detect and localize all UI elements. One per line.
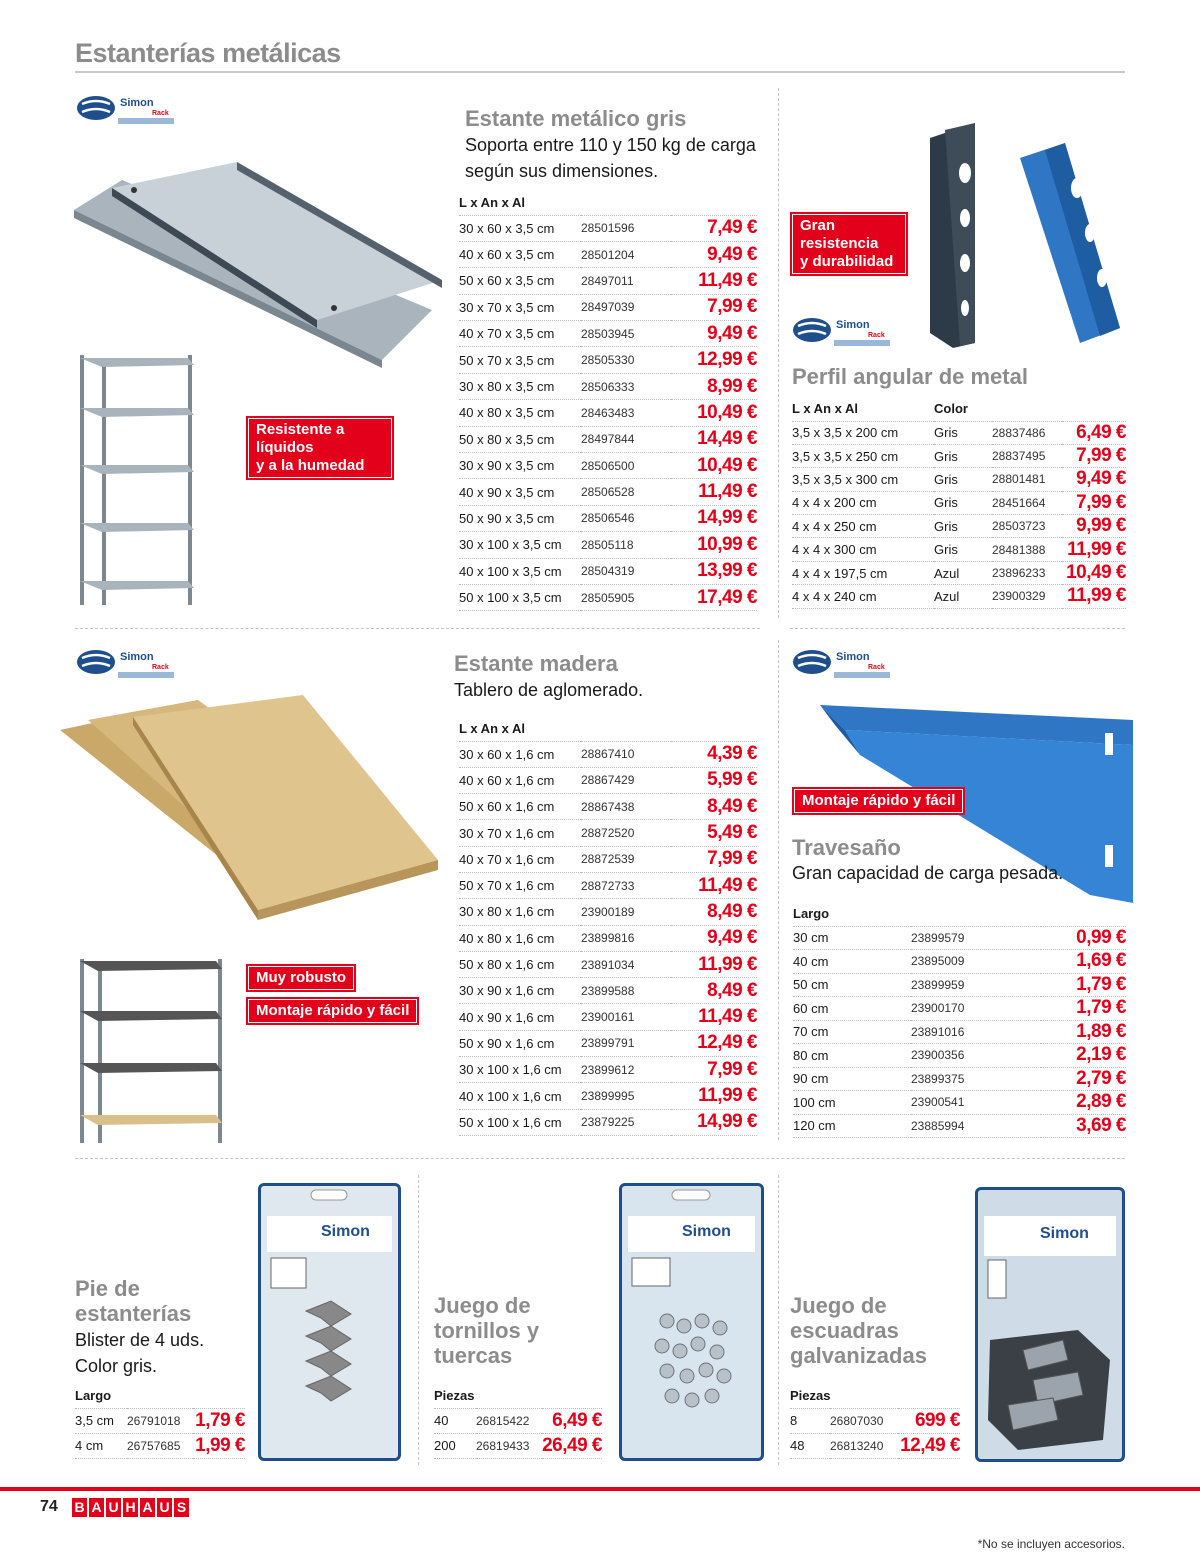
table-cell: 70 cm [793, 1020, 911, 1044]
table-cell: 30 cm [793, 926, 911, 950]
table-row [75, 1408, 245, 1433]
table-cell: 4 cm [75, 1433, 127, 1458]
page-number: 74 [40, 1498, 58, 1515]
feet-table [75, 1384, 245, 1459]
table-cell: 50 x 100 x 1,6 cm [459, 1109, 581, 1135]
price: 8,99 € [671, 373, 757, 399]
table-cell: Gris [934, 515, 992, 538]
price: 1,79 € [193, 1408, 245, 1433]
table-row [792, 538, 1126, 561]
article-code: 28503723 [992, 515, 1062, 538]
table-cell: 50 x 60 x 3,5 cm [459, 268, 581, 294]
screws-blister-image [619, 1183, 764, 1461]
title-rule [75, 71, 1125, 73]
table-row [75, 1433, 245, 1458]
table-row [459, 347, 757, 373]
simon-rack-logo [792, 648, 892, 680]
article-code: 23899791 [581, 1030, 671, 1056]
price: 1,89 € [1041, 1020, 1126, 1044]
svg-text:Rack: Rack [868, 664, 885, 671]
table-cell: 4 x 4 x 300 cm [792, 538, 934, 561]
table-cell: 40 x 60 x 1,6 cm [459, 767, 581, 793]
article-code: 23896233 [992, 561, 1062, 584]
brackets-table [790, 1384, 960, 1459]
price: 14,99 € [671, 1109, 757, 1135]
table-cell: 40 x 80 x 1,6 cm [459, 925, 581, 951]
column-header: L x An x Al [459, 195, 525, 211]
table-row [790, 1433, 960, 1458]
price: 8,49 € [671, 899, 757, 925]
table-cell: 4 x 4 x 240 cm [792, 585, 934, 608]
table-row [459, 426, 757, 452]
article-code: 28501596 [581, 215, 671, 241]
table-cell: Gris [934, 468, 992, 491]
table-row [459, 268, 757, 294]
table-row [459, 1030, 757, 1056]
price: 10,49 € [671, 453, 757, 479]
article-code: 23900189 [581, 899, 671, 925]
price: 5,99 € [671, 767, 757, 793]
article-code: 23899995 [581, 1083, 671, 1109]
table-row [793, 973, 1126, 997]
table-cell: 80 cm [793, 1044, 911, 1068]
price: 4,39 € [671, 741, 757, 767]
table-row [459, 321, 757, 347]
price: 9,49 € [671, 925, 757, 951]
price: 1,69 € [1041, 950, 1126, 974]
table-cell: 120 cm [793, 1114, 911, 1138]
table-row [434, 1433, 602, 1458]
table-cell: 4 x 4 x 200 cm [792, 491, 934, 514]
price: 9,49 € [671, 321, 757, 347]
table-row [459, 978, 757, 1004]
table-cell: 50 x 60 x 1,6 cm [459, 794, 581, 820]
metal-shelf-subtitle: Soporta entre 110 y 150 kg de carga según sus dimensiones. [465, 135, 756, 181]
article-code: 28867410 [581, 741, 671, 767]
table-row [459, 794, 757, 820]
article-code: 28506500 [581, 453, 671, 479]
table-row [459, 1057, 757, 1083]
table-cell: 30 x 90 x 1,6 cm [459, 978, 581, 1004]
feet-title: Pie de estanterías [75, 1276, 192, 1326]
table-row [793, 1020, 1126, 1044]
table-row [793, 950, 1126, 974]
screws-table [434, 1384, 602, 1459]
table-cell: 40 x 90 x 1,6 cm [459, 1004, 581, 1030]
price: 13,99 € [671, 558, 757, 584]
table-row [459, 899, 757, 925]
table-cell: 30 x 70 x 3,5 cm [459, 294, 581, 320]
table-cell: 40 x 60 x 3,5 cm [459, 241, 581, 267]
wood-shelf-subtitle: Tablero de aglomerado. [454, 680, 644, 700]
price: 9,49 € [1062, 468, 1126, 491]
price: 12,49 € [898, 1433, 960, 1458]
table-row [459, 925, 757, 951]
article-code: 28505905 [581, 584, 671, 610]
article-code: 28872539 [581, 846, 671, 872]
table-cell: 90 cm [793, 1067, 911, 1091]
svg-text:Rack: Rack [152, 110, 169, 117]
article-code: 28872733 [581, 872, 671, 898]
divider [778, 88, 779, 618]
column-header: Largo [793, 906, 830, 922]
svg-text:Rack: Rack [152, 664, 169, 671]
screws-title: Juego de tornillos y tuercas [434, 1293, 540, 1368]
table-row [790, 1408, 960, 1433]
badge-quick-assembly: Montaje rápido y fácil [246, 997, 419, 1025]
table-cell: 50 x 100 x 3,5 cm [459, 584, 581, 610]
feet-blister-image [258, 1183, 401, 1461]
article-code: 23900170 [911, 997, 1041, 1021]
article-code: 28505118 [581, 532, 671, 558]
table-cell: 4 x 4 x 197,5 cm [792, 561, 934, 584]
table-row [793, 926, 1126, 950]
table-row [459, 1004, 757, 1030]
metal-rack-image [78, 353, 198, 613]
price: 17,49 € [671, 584, 757, 610]
table-cell: Gris [934, 491, 992, 514]
price: 11,99 € [671, 1083, 757, 1109]
svg-text:Simon: Simon [836, 319, 870, 331]
table-cell: Azul [934, 561, 992, 584]
badge-strength: Gran resistencia y durabilidad [790, 212, 908, 276]
price: 11,49 € [671, 1004, 757, 1030]
article-code: 26807030 [830, 1408, 898, 1433]
svg-text:Simon: Simon [836, 651, 870, 663]
article-code: 28497039 [581, 294, 671, 320]
table-row [792, 491, 1126, 514]
table-row [793, 1067, 1126, 1091]
crossbar-title: Travesaño [792, 835, 901, 860]
table-cell: Azul [934, 585, 992, 608]
price: 7,99 € [1062, 491, 1126, 514]
wood-shelf-title: Estante madera [454, 651, 618, 676]
article-code: 23899588 [581, 978, 671, 1004]
badge-robust: Muy robusto [246, 964, 356, 992]
price: 699 € [898, 1408, 960, 1433]
price: 6,49 € [542, 1408, 602, 1433]
column-header: Piezas [434, 1388, 475, 1404]
svg-text:Simon: Simon [321, 1223, 370, 1240]
article-code: 28497844 [581, 426, 671, 452]
divider [418, 1175, 419, 1465]
article-code: 23899816 [581, 925, 671, 951]
article-code: 28501204 [581, 241, 671, 267]
price: 3,69 € [1041, 1114, 1126, 1138]
article-code: 26813240 [830, 1433, 898, 1458]
price: 2,19 € [1041, 1044, 1126, 1068]
price: 0,99 € [1041, 926, 1126, 950]
metal-shelf-title: Estante metálico gris [465, 106, 687, 131]
table-cell: 50 x 80 x 3,5 cm [459, 426, 581, 452]
table-cell: 40 x 100 x 3,5 cm [459, 558, 581, 584]
wood-rack-image [78, 955, 226, 1150]
article-code: 28506333 [581, 373, 671, 399]
price: 9,49 € [671, 241, 757, 267]
table-row [792, 468, 1126, 491]
table-cell: 30 x 60 x 1,6 cm [459, 741, 581, 767]
divider [778, 640, 779, 1140]
divider [790, 628, 1125, 629]
svg-text:Simon: Simon [682, 1223, 731, 1240]
table-cell: Gris [934, 538, 992, 561]
svg-text:Simon: Simon [120, 97, 154, 109]
article-code: 28837486 [992, 421, 1062, 444]
column-header: Piezas [790, 1388, 831, 1404]
table-row [459, 294, 757, 320]
metal-shelf-table [459, 191, 757, 611]
crossbar-table [793, 902, 1126, 1138]
column-header: L x An x Al [792, 401, 858, 417]
table-row [792, 444, 1126, 467]
article-code: 28504319 [581, 558, 671, 584]
table-row [459, 558, 757, 584]
crossbar-subtitle: Gran capacidad de carga pesada. [792, 863, 1064, 883]
table-row [793, 1114, 1126, 1138]
table-row [793, 1091, 1126, 1115]
article-code: 23900541 [911, 1091, 1041, 1115]
article-code: 28506546 [581, 505, 671, 531]
divider [75, 1158, 1125, 1159]
article-code: 28801481 [992, 468, 1062, 491]
svg-text:Rack: Rack [868, 332, 885, 339]
article-code: 23900329 [992, 585, 1062, 608]
table-cell: 3,5 x 3,5 x 200 cm [792, 421, 934, 444]
price: 11,99 € [1062, 538, 1126, 561]
price: 12,49 € [671, 1030, 757, 1056]
table-row [793, 1044, 1126, 1068]
article-code: 23891034 [581, 951, 671, 977]
article-code: 23891016 [911, 1020, 1041, 1044]
table-row [459, 820, 757, 846]
article-code: 28506528 [581, 479, 671, 505]
table-row [792, 515, 1126, 538]
table-row [459, 215, 757, 241]
price: 10,49 € [671, 400, 757, 426]
article-code: 28497011 [581, 268, 671, 294]
article-code: 26815422 [476, 1408, 542, 1433]
simon-rack-logo [76, 94, 176, 126]
column-header: Largo [75, 1388, 112, 1404]
article-code: 26757685 [127, 1433, 193, 1458]
price: 9,99 € [1062, 515, 1126, 538]
table-cell: 30 x 60 x 3,5 cm [459, 215, 581, 241]
table-row [459, 767, 757, 793]
table-row [459, 741, 757, 767]
table-row [459, 453, 757, 479]
article-code: 28463483 [581, 400, 671, 426]
price: 2,79 € [1041, 1067, 1126, 1091]
footer-bar [0, 1487, 1200, 1491]
table-row [793, 997, 1126, 1021]
table-row [459, 872, 757, 898]
price: 8,49 € [671, 978, 757, 1004]
table-cell: 3,5 x 3,5 x 300 cm [792, 468, 934, 491]
article-code: 28837495 [992, 444, 1062, 467]
table-cell: 40 x 100 x 1,6 cm [459, 1083, 581, 1109]
table-cell: 50 x 70 x 3,5 cm [459, 347, 581, 373]
angle-profile-title: Perfil angular de metal [792, 364, 1028, 389]
article-code: 28505330 [581, 347, 671, 373]
table-cell: 3,5 x 3,5 x 250 cm [792, 444, 934, 467]
wood-shelf-image [58, 695, 448, 930]
bauhaus-logo: B A U H A U S [72, 1498, 189, 1517]
table-cell: 40 x 70 x 3,5 cm [459, 321, 581, 347]
table-cell: 60 cm [793, 997, 911, 1021]
table-cell: 30 x 90 x 3,5 cm [459, 453, 581, 479]
simon-rack-logo [792, 316, 892, 348]
article-code: 26791018 [127, 1408, 193, 1433]
feet-subtitle: Blister de 4 uds. Color gris. [75, 1330, 205, 1376]
price: 6,49 € [1062, 421, 1126, 444]
table-cell: 30 x 80 x 3,5 cm [459, 373, 581, 399]
price: 11,49 € [671, 479, 757, 505]
brackets-blister-image [975, 1187, 1125, 1462]
price: 7,99 € [1062, 444, 1126, 467]
svg-text:Simon: Simon [1040, 1225, 1089, 1242]
badge-liquid-resistant: Resistente a líquidos y a la humedad [246, 416, 394, 480]
badge-quick-assembly: Montaje rápido y fácil [792, 787, 965, 815]
wood-shelf-table [459, 717, 757, 1136]
article-code: 23899375 [911, 1067, 1041, 1091]
price: 1,79 € [1041, 997, 1126, 1021]
price: 7,99 € [671, 846, 757, 872]
price: 7,99 € [671, 1057, 757, 1083]
price: 1,79 € [1041, 973, 1126, 997]
table-row [459, 1109, 757, 1135]
price: 26,49 € [542, 1433, 602, 1458]
table-cell: 30 x 80 x 1,6 cm [459, 899, 581, 925]
table-cell: 50 x 90 x 1,6 cm [459, 1030, 581, 1056]
price: 2,89 € [1041, 1091, 1126, 1115]
brackets-title: Juego de escuadras galvanizadas [790, 1293, 927, 1368]
table-cell: 48 [790, 1433, 830, 1458]
table-cell: 4 x 4 x 250 cm [792, 515, 934, 538]
table-cell: 40 x 80 x 3,5 cm [459, 400, 581, 426]
table-cell: 200 [434, 1433, 476, 1458]
price: 7,99 € [671, 294, 757, 320]
article-code: 23899959 [911, 973, 1041, 997]
price: 11,99 € [671, 951, 757, 977]
table-cell: 3,5 cm [75, 1408, 127, 1433]
angle-profile-image [925, 118, 1125, 353]
article-code: 28867429 [581, 767, 671, 793]
price: 10,99 € [671, 532, 757, 558]
table-cell: 30 x 70 x 1,6 cm [459, 820, 581, 846]
footnote: *No se incluyen accesorios. [977, 1537, 1125, 1551]
table-cell: 50 x 90 x 3,5 cm [459, 505, 581, 531]
table-cell: 50 x 70 x 1,6 cm [459, 872, 581, 898]
table-row [459, 951, 757, 977]
article-code: 28481388 [992, 538, 1062, 561]
table-cell: 50 x 80 x 1,6 cm [459, 951, 581, 977]
article-code: 28867438 [581, 794, 671, 820]
table-row [792, 421, 1126, 444]
article-code: 28451664 [992, 491, 1062, 514]
table-row [459, 373, 757, 399]
article-code: 28503945 [581, 321, 671, 347]
table-cell: Gris [934, 444, 992, 467]
page-title: Estanterías metálicas [75, 38, 341, 68]
article-code: 28872520 [581, 820, 671, 846]
table-row [792, 561, 1126, 584]
table-cell: 50 cm [793, 973, 911, 997]
article-code: 23879225 [581, 1109, 671, 1135]
article-code: 23885994 [911, 1114, 1041, 1138]
article-code: 26819433 [476, 1433, 542, 1458]
price: 11,99 € [1062, 585, 1126, 608]
article-code: 23899612 [581, 1057, 671, 1083]
table-cell: 40 x 90 x 3,5 cm [459, 479, 581, 505]
table-row [459, 400, 757, 426]
table-row [459, 1083, 757, 1109]
column-header: L x An x Al [459, 721, 525, 737]
table-cell: 30 x 100 x 1,6 cm [459, 1057, 581, 1083]
table-cell: 8 [790, 1408, 830, 1433]
simon-rack-logo [76, 648, 176, 680]
table-cell: 40 [434, 1408, 476, 1433]
table-row [459, 479, 757, 505]
angle-profile-table [792, 397, 1126, 609]
article-code: 23900161 [581, 1004, 671, 1030]
price: 11,49 € [671, 268, 757, 294]
table-row [792, 585, 1126, 608]
table-row [459, 241, 757, 267]
price: 12,99 € [671, 347, 757, 373]
table-row [434, 1408, 602, 1433]
divider [778, 1175, 779, 1465]
divider [75, 628, 760, 629]
svg-text:Simon: Simon [120, 651, 154, 663]
price: 14,49 € [671, 426, 757, 452]
table-cell: 100 cm [793, 1091, 911, 1115]
table-cell: Gris [934, 421, 992, 444]
price: 7,49 € [671, 215, 757, 241]
table-cell: 40 x 70 x 1,6 cm [459, 846, 581, 872]
column-header: Color [934, 401, 968, 417]
table-row [459, 584, 757, 610]
table-cell: 40 cm [793, 950, 911, 974]
table-row [459, 846, 757, 872]
table-cell: 30 x 100 x 3,5 cm [459, 532, 581, 558]
price: 11,49 € [671, 872, 757, 898]
article-code: 23895009 [911, 950, 1041, 974]
article-code: 23899579 [911, 926, 1041, 950]
table-row [459, 532, 757, 558]
price: 8,49 € [671, 794, 757, 820]
price: 10,49 € [1062, 561, 1126, 584]
article-code: 23900356 [911, 1044, 1041, 1068]
price: 1,99 € [193, 1433, 245, 1458]
price: 14,99 € [671, 505, 757, 531]
price: 5,49 € [671, 820, 757, 846]
table-row [459, 505, 757, 531]
